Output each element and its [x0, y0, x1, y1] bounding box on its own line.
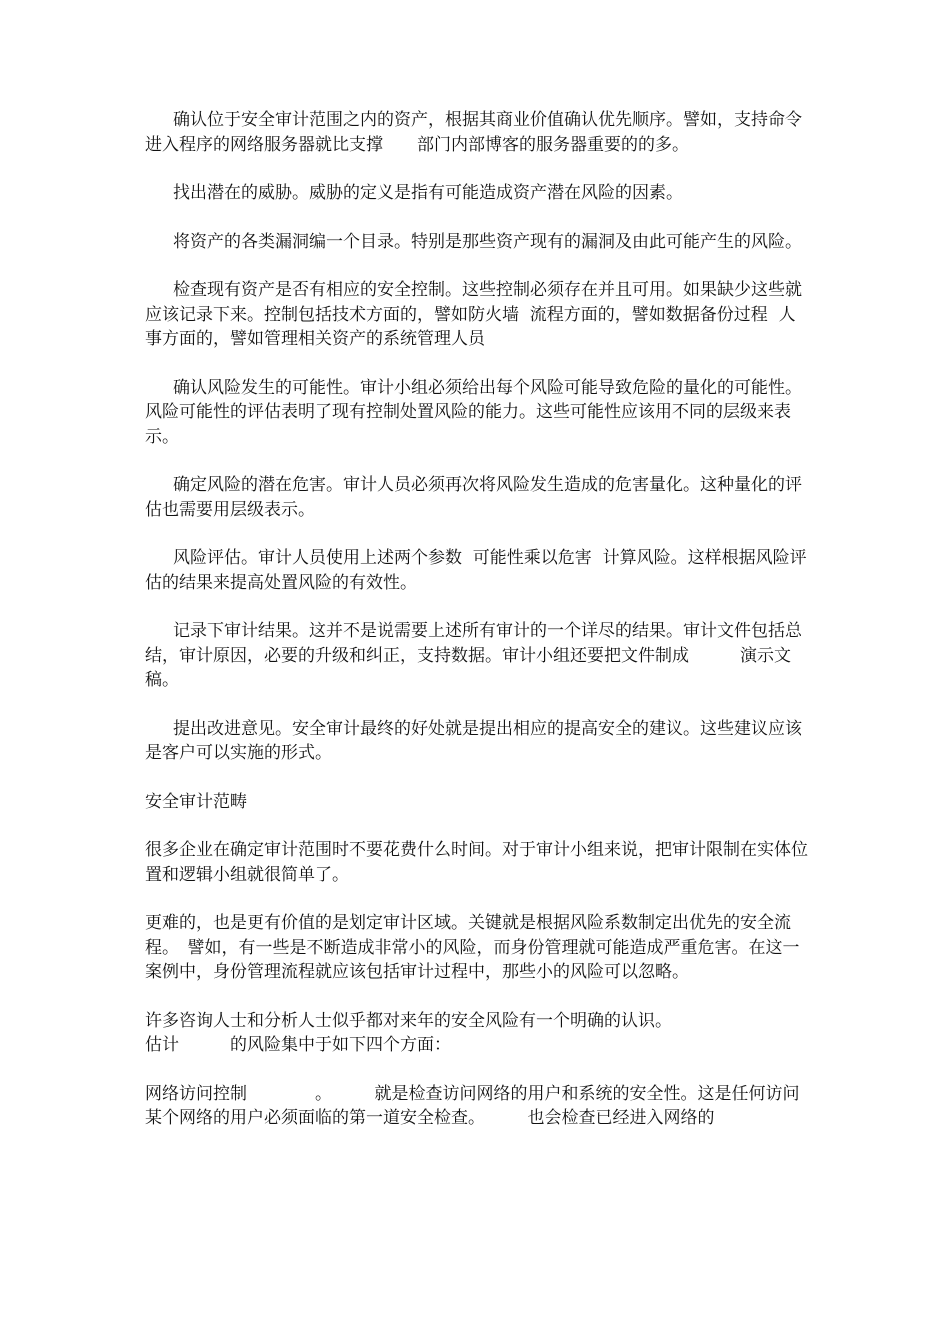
paragraph-scope-time: 很多企业在确定审计范围时不要花费什么时间。对于审计小组来说，把审计限制在实体位置和逻辑小组就很简单了。 — [145, 840, 808, 885]
paragraph-likelihood: 确认风险发生的可能性。审计小组必须给出每个风险可能导致危险的量化的可能性。风险可能性的评估表明了现有控制处置风险的能力。这些可能性应该用不同的层级来表示。 — [145, 377, 802, 447]
paragraph-network-access-control: 网络访问控制 。 就是检查访问网络的用户和系统的安全性。这是任何访问某个网络的用户必须面临的第一道安全检查。 也会检查已经进入网络的 — [145, 1083, 800, 1128]
paragraph-consultants-line-2: 估计 的风险集中于如下四个方面： — [145, 1035, 451, 1055]
paragraph-recommendations: 提出改进意见。安全审计最终的好处就是提出相应的提高安全的建议。这些建议应该是客户可以实施的形式。 — [145, 718, 802, 763]
paragraph-record-results: 记录下审计结果。这并不是说需要上述所有审计的一个详尽的结果。审计文件包括总结，审计原因，必要的升级和纠正，支持数据。审计小组还要把文件制成 演示文稿。 — [145, 621, 802, 690]
paragraph-scope-areas: 更难的，也是更有价值的是划定审计区域。关键就是根据风险系数制定出优先的安全流程。 譬如，有一些是不断造成非常小的风险，而身份管理就可能造成严重危害。在这一案例中，身份管理流程就应该包括审计过程中，那些小的风险可以忽略。 — [145, 913, 800, 982]
paragraph-controls: 检查现有资产是否有相应的安全控制。这些控制必须存在并且可用。如果缺少这些就应该记录下来。控制包括技术方面的，譬如防火墙 流程方面的，譬如数据备份过程 人事方面的，譬如管理相关资产的系统管理人员 — [145, 280, 802, 349]
paragraph-vulnerabilities: 将资产的各类漏洞编一个目录。特别是那些资产现有的漏洞及由此可能产生的风险。 — [173, 231, 802, 252]
paragraph-impact: 确定风险的潜在危害。审计人员必须再次将风险发生造成的危害量化。这种量化的评估也需要用层级表示。 — [145, 475, 802, 520]
paragraph-risk-assessment: 风险评估。审计人员使用上述两个参数 可能性乘以危害 计算风险。这样根据风险评估的结果来提高处置风险的有效性。 — [145, 548, 807, 593]
document-page — [145, 108, 810, 1155]
paragraph-threats: 找出潜在的威胁。威胁的定义是指有可能造成资产潜在风险的因素。 — [173, 183, 683, 203]
section-title: 安全审计范畴 — [145, 791, 247, 812]
paragraph-consultants-line-1: 许多咨询人士和分析人士似乎都对来年的安全风险有一个明确的认识。 — [145, 1010, 672, 1031]
paragraph-asset-priority: 确认位于安全审计范围之内的资产，根据其商业价值确认优先顺序。譬如，支持命令进入程序的网络服务器就比支撑 部门内部博客的服务器重要的的多。 — [145, 110, 802, 155]
